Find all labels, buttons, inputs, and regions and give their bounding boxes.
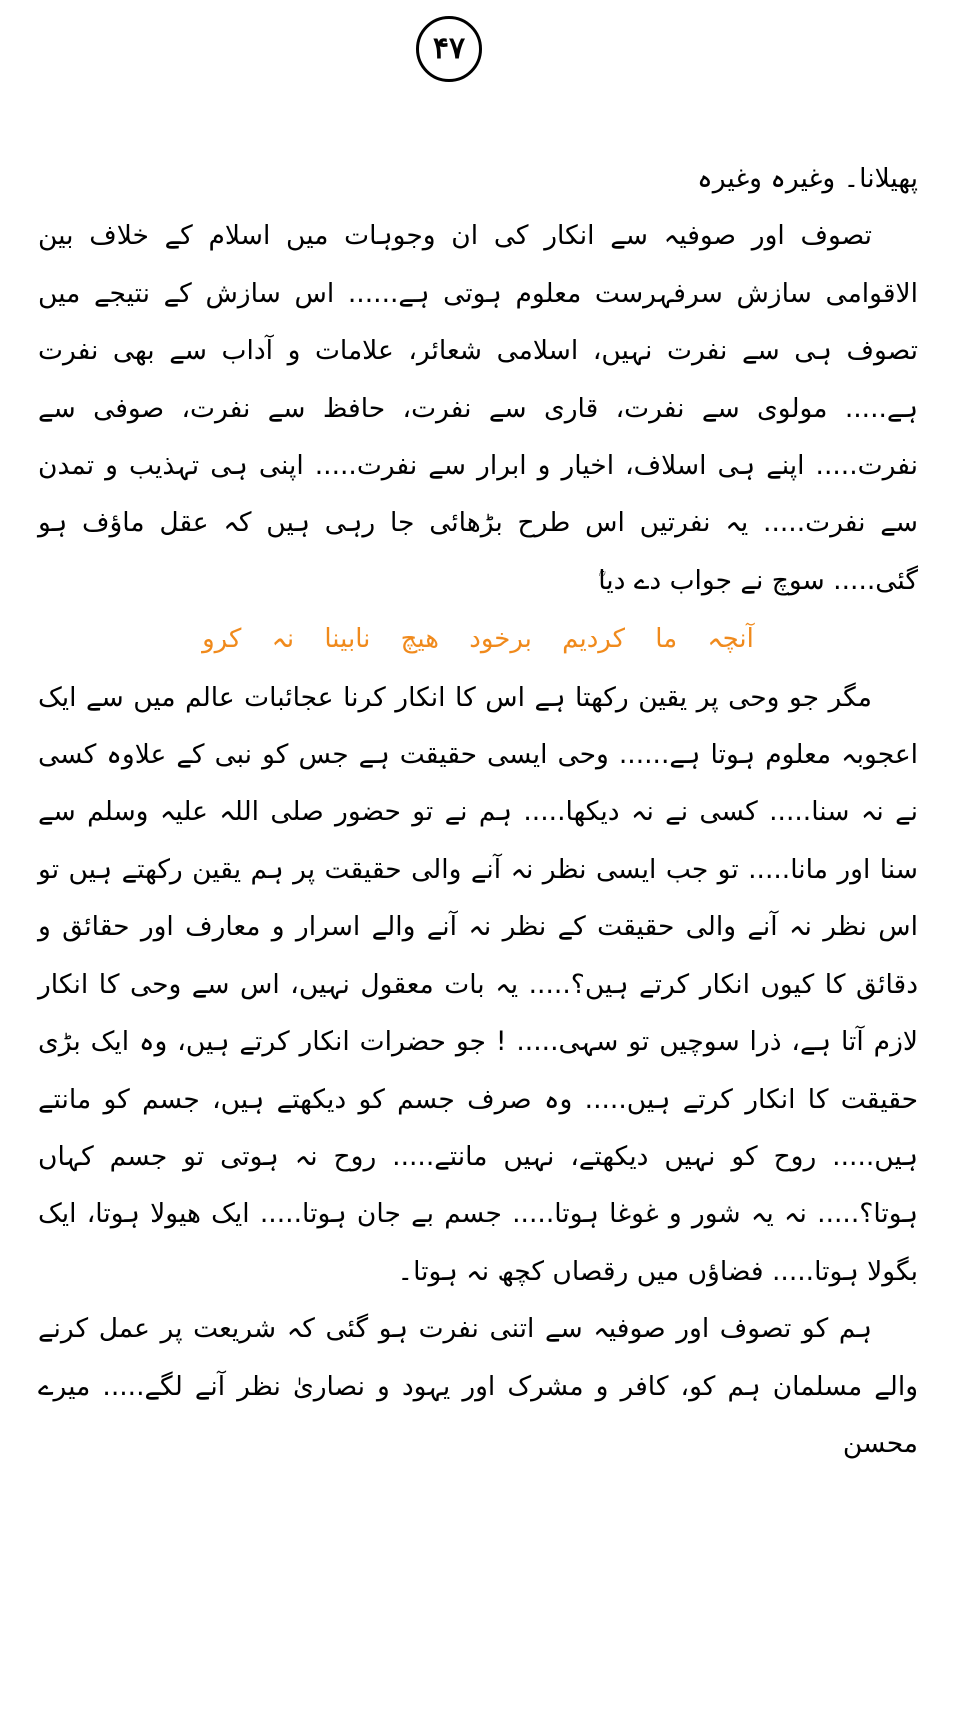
body-text	[38, 150, 918, 1472]
paragraph-3: ہم کو تصوف اور صوفیہ سے اتنی نفرت ہو گئی کہ شریعت پر عمل کرنے والے مسلمان ہم کو، کافر و مشرک اور یہود و نصاریٰ نظر آنے لگے..... میرے محسن	[38, 1313, 918, 1459]
page-number-badge	[416, 16, 482, 82]
paragraph-2: مگر جو وحی پر یقین رکھتا ہے اس کا انکار کرنا عجائبات عالم میں سے ایک اعجوبہ معلوم ہوتا ہے...... وحی ایسی حقیقت ہے جس کو نبی کے علاوہ کسی نے نہ سنا..... کسی نے نہ دیکھا..... ہم نے تو حضور صلی اللہ علیہ وسلم سے سنا اور مانا..... تو جب ایسی نظر نہ آنے والی حقیقت پر ہم یقین رکھتے ہیں تو اس نظر نہ آنے والی حقیقت کے نظر نہ آنے والے اسرار و معارف اور حقائق و دقائق کا کیوں انکار کرتے ہیں؟..... یہ بات معقول نہیں، اس سے وحی کا انکار لازم آتا ہے، ذرا سوچیں تو سہی..... ! جو حضرات انکار کرتے ہیں، وہ ایک بڑی حقیقت کا انکار کرتے ہیں..... وہ صرف جسم کو دیکھتے ہیں، جسم کو مانتے ہیں..... روح کو نہیں دیکھتے، نہیں مانتے..... روح نہ ہوتی تو جسم کہاں ہوتا؟..... نہ یہ شور و غوغا ہوتا..... جسم بے جان ہوتا..... ایک ھیولا ہوتا، ایک بگولا ہوتا..... فضاؤں میں رقصاں کچھ نہ ہوتا۔	[38, 681, 918, 1287]
paragraph-1	[38, 207, 918, 611]
paragraph-1-text: تصوف اور صوفیہ سے انکار کی ان وجوہات میں اسلام کے خلاف بین الاقوامی سازش سرفہرست معلوم ہوتی ہے...... اس سازش کے نتیجے میں تصوف ہی سے نفرت نہیں، اسلامی شعائر، علامات و آداب سے بھی نفرت ہے..... مولوی سے نفرت، قاری سے نفرت، حافظ سے نفرت، صوفی سے نفرت..... اپنے ہی اسلاف، اخیار و ابرار سے نفرت..... اپنی ہی تہذیب و تمدن سے نفرت..... یہ نفرتیں اس طرح بڑھائی جا رہی ہیں کہ عقل ماؤف ہو گئی..... سوچ نے جواب دے دیا	[38, 220, 918, 596]
page-number: ۴۷	[432, 31, 466, 66]
intro-line: پھیلانا۔ وغیرہ وغیرہ	[697, 163, 918, 194]
persian-verse: آنچہ ما کردیم برخود ھیچ نابینا نہ کرو	[202, 624, 754, 655]
